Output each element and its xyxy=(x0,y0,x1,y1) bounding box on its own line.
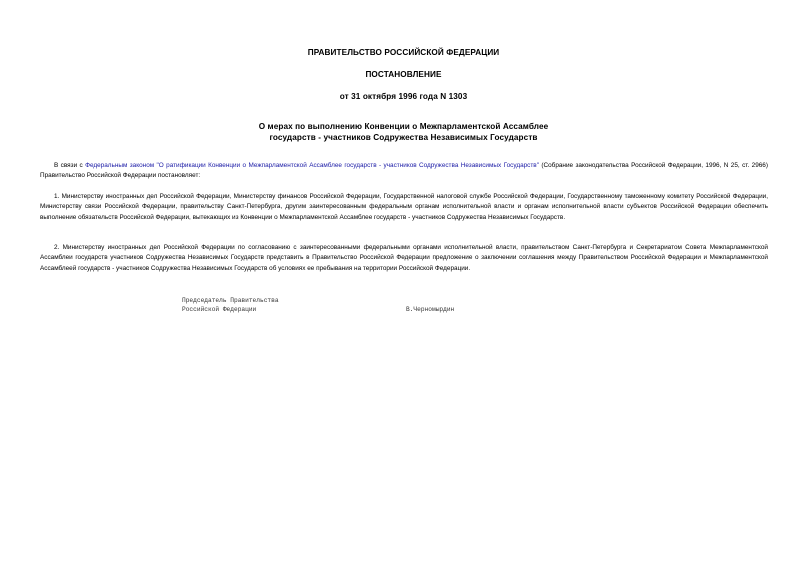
signature-position-line-2: Российской Федерации xyxy=(182,306,257,313)
intro-suffix: (Собрание законодательства Российской Федерации, 1996, N 25, ст. 2966) Правительство Российской Федерации постановляет: xyxy=(40,162,768,180)
document-date: от 31 октября 1996 года N 1303 xyxy=(339,92,468,101)
government-heading: ПРАВИТЕЛЬСТВО РОССИЙСКОЙ ФЕДЕРАЦИИ xyxy=(307,48,500,57)
document-type: ПОСТАНОВЛЕНИЕ xyxy=(365,70,442,79)
paragraph-item-1 xyxy=(40,192,768,223)
document-title-line-1: О мерах по выполнению Конвенции о Межпарламентской Ассамблее xyxy=(258,122,549,131)
signature-position-line-1: Председатель Правительства xyxy=(182,297,279,304)
federal-law-link[interactable]: Федеральным законом "О ратификации Конвенции о Межпарламентской Ассамблее государств - участников Содружества Независимых Государств" xyxy=(85,162,539,169)
signature-name: В.Черномырдин xyxy=(406,306,455,313)
document-title-line-2: государств - участников Содружества Независимых Государств xyxy=(269,133,538,142)
intro-prefix: В связи с xyxy=(54,162,86,169)
item-2-text: 2. Министерству иностранных дел Российской Федерации по согласованию с заинтересованными федеральными органами исполнительной власти, правительством Санкт-Петербурга и Секретариатом Совета Межпарламентской Ассамблеи государств участников Содружества Независимых Государств представить в Правительство Российской Федерации предложение о заключении соглашения между Правительством Российской Федерации и Межпарламентской Ассамблеей государств - участников Содружества Независимых Государств об условиях ее пребывания на территории Российской Федерации. xyxy=(40,244,768,272)
intro-paragraph xyxy=(40,161,768,182)
item-1-text: 1. Министерству иностранных дел Российской Федерации, Министерству финансов Российской Федерации, Государственной налоговой службе Российской Федерации, Государственному таможенному комитету Российской Федерации, Министерству связи Российской Федерации, правительству Санкт-Петербурга, другим заинтересованным федеральным органам исполнительной власти и органам исполнительной власти субъектов Российской Федерации обеспечить выполнение обязательств Российской Федерации, вытекающих из Конвенции о Межпарламентской Ассамблее государств - участников Содружества Независимых Государств. xyxy=(40,193,768,221)
paragraph-item-2 xyxy=(40,243,768,274)
